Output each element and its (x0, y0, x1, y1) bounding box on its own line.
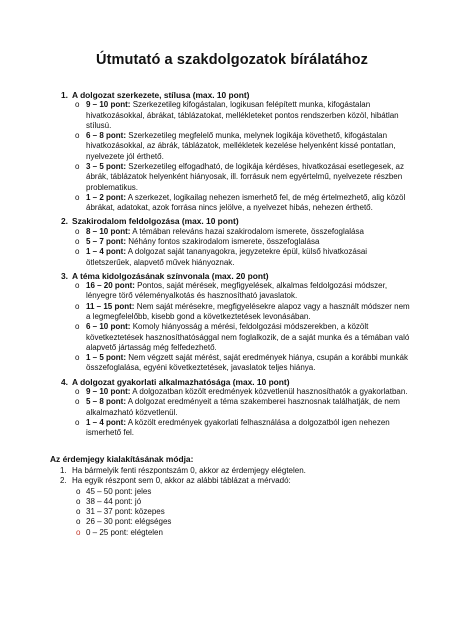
circle-bullet-icon: o (75, 322, 80, 332)
score-range: 5 – 7 pont: (86, 236, 127, 246)
circle-bullet-icon: o (75, 281, 80, 291)
score-item (72, 322, 414, 353)
score-range: 1 – 4 pont: (86, 247, 127, 257)
step-number: 2. (60, 476, 67, 486)
score-description: A dolgozat saját tananyagokra, jegyzetekre épül, külső hivatkozásai ötletszerűek, alapvető művek hiányoznak. (86, 247, 368, 267)
section-heading: A dolgozat gyakorlati alkalmazhatósága (max. 10 pont) (72, 376, 290, 387)
circle-bullet-icon: o (76, 527, 81, 537)
score-item (72, 418, 414, 439)
grade-text: 0 – 25 pont: elégtelen (86, 527, 163, 537)
score-range: 1 – 2 pont: (86, 192, 127, 202)
score-description: A szerkezet, logikailag nehezen ismerhető fel, de még értelmezhető, alig közöl ábrákat, adatokat, azok forrása nincs jelölve, a nyelvezet hibás, nehezen érthető. (86, 192, 406, 213)
circle-bullet-icon: o (75, 226, 80, 236)
grading-step (50, 476, 414, 486)
score-item (72, 247, 414, 268)
score-description: Szerkezetileg elfogadható, de logikája kérdéses, hivatkozásai esetlegesek, az ábrák, táblázatok helyenként hiányosak, ill. forrásuk nem egyértelmű, nyelvezete részben problematikus. (86, 161, 404, 192)
score-range: 3 – 5 pont: (86, 161, 127, 171)
score-range: 9 – 10 pont: (86, 100, 131, 110)
section-number: 1. (61, 90, 68, 100)
circle-bullet-icon: o (75, 192, 80, 202)
criteria-section (50, 377, 414, 439)
section-number: 4. (61, 376, 68, 387)
circle-bullet-icon: o (75, 100, 80, 110)
score-description: Szerkezetileg kifogástalan, logikusan felépített munka, kifogástalan hivatkozásokkal, ábrákat, táblázatokat, mellékleteket pontos rendszerben közöl, hibátlan stílusú. (86, 100, 399, 130)
grade-item (50, 497, 414, 507)
score-description: A dolgozatban közölt eredmények közvetlenül hasznosíthatók a gyakorlatban. (132, 386, 408, 396)
grade-item (50, 487, 414, 497)
grade-text: 26 – 30 pont: elégséges (86, 517, 172, 527)
grading-step (50, 466, 414, 476)
section-heading: A téma kidolgozásának színvonala (max. 20 pont) (72, 270, 269, 281)
grading-title: Az érdemjegy kialakításának módja: (50, 454, 194, 465)
score-description: Nem saját mérésekre, megfigyelésekre alapoz vagy a használt módszer nem a legmegfelelőbb, kisebb gond a következtetések levonásában. (86, 301, 410, 321)
score-range: 8 – 10 pont: (86, 226, 131, 236)
circle-bullet-icon: o (76, 496, 81, 506)
circle-bullet-icon: o (75, 247, 80, 257)
score-item (72, 131, 414, 162)
grade-item (50, 528, 414, 538)
criteria-list (50, 90, 414, 438)
score-description: A témában releváns hazai szakirodalom ismerete, összefoglalása (132, 226, 364, 236)
circle-bullet-icon: o (76, 507, 81, 517)
score-range: 16 – 20 pont: (86, 281, 135, 291)
circle-bullet-icon: o (75, 301, 80, 311)
score-item (72, 353, 414, 374)
score-item (72, 227, 414, 237)
grade-text: 31 – 37 pont: közepes (86, 507, 165, 517)
section-heading: Szakirodalom feldolgozása (max. 10 pont) (72, 216, 239, 227)
circle-bullet-icon: o (75, 161, 80, 171)
score-item (72, 281, 414, 302)
section-heading: A dolgozat szerkezete, stílusa (max. 10 pont) (72, 90, 250, 100)
score-range: 1 – 5 pont: (86, 353, 127, 363)
step-text: Ha egyik részpont sem 0, akkor az alábbi táblázat a mérvadó: (72, 476, 291, 486)
score-description: Nem végzett saját mérést, saját eredmények hiánya, csupán a korábbi munkák összefoglalása, egyéni következtetések, javaslatok teljes hiánya. (86, 353, 408, 373)
criteria-section (50, 271, 414, 374)
score-list (72, 227, 414, 268)
grade-table (50, 487, 414, 538)
score-list (72, 281, 414, 374)
grade-text: 38 – 44 pont: jó (86, 496, 142, 506)
grade-text: 45 – 50 pont: jeles (86, 486, 152, 496)
score-item (72, 397, 414, 418)
score-range: 5 – 8 pont: (86, 397, 127, 407)
score-description: Pontos, saját mérések, megfigyelések, alkalmas feldolgozási módszer, lényegre törő véleményalkotás és hasznosítható javaslatok. (86, 281, 388, 301)
circle-bullet-icon: o (75, 353, 80, 363)
step-number: 1. (60, 465, 67, 475)
score-item (72, 193, 414, 214)
criteria-section (50, 216, 414, 267)
grade-item (50, 507, 414, 517)
score-description: Komoly hiányosság a mérési, feldolgozási módszerekben, a közölt következtetések hasznosíthatósággal nem foglalkozik, de a saját munka és a témában való alapvető jártasság még felfedezhető. (86, 322, 410, 352)
circle-bullet-icon: o (76, 486, 81, 496)
circle-bullet-icon: o (75, 386, 80, 396)
score-item (72, 100, 414, 131)
score-range: 11 – 15 pont: (86, 301, 135, 311)
score-range: 9 – 10 pont: (86, 386, 131, 396)
score-range: 1 – 4 pont: (86, 417, 127, 427)
score-item (72, 302, 414, 323)
score-description: A közölt eredmények gyakorlati felhasználása a dolgozatból igen nehezen ismerhető fel. (86, 417, 390, 438)
score-description: Szerkezetileg megfelelő munka, melynek logikája követhető, kifogástalan hivatkozásokkal, az ábrák, táblázatok, mellékletek kezelése helyenként kissé pontatlan, nyelvezete jól érthető. (86, 131, 396, 161)
score-item (72, 162, 414, 193)
document-title: Útmutató a szakdolgozatok bírálatához (96, 52, 368, 68)
section-number: 3. (61, 270, 68, 281)
score-list (72, 387, 414, 438)
grading-section (50, 454, 414, 538)
score-range: 6 – 8 pont: (86, 131, 127, 141)
circle-bullet-icon: o (75, 131, 80, 141)
step-text: Ha bármelyik fenti részpontszám 0, akkor az érdemjegy elégtelen. (72, 465, 306, 475)
circle-bullet-icon: o (76, 517, 81, 527)
criteria-section (50, 90, 414, 213)
circle-bullet-icon: o (75, 417, 80, 427)
score-list (72, 100, 414, 213)
score-description: A dolgozat eredményeit a téma szakemberei hasznosnak találhatják, de nem alkalmazható közvetlenül. (86, 397, 400, 417)
grade-item (50, 517, 414, 527)
circle-bullet-icon: o (75, 236, 80, 246)
score-description: Néhány fontos szakirodalom ismerete, összefoglalása (128, 236, 320, 246)
score-range: 6 – 10 pont: (86, 322, 131, 332)
score-item (72, 237, 414, 247)
circle-bullet-icon: o (75, 397, 80, 407)
section-number: 2. (61, 216, 68, 227)
score-item (72, 387, 414, 397)
